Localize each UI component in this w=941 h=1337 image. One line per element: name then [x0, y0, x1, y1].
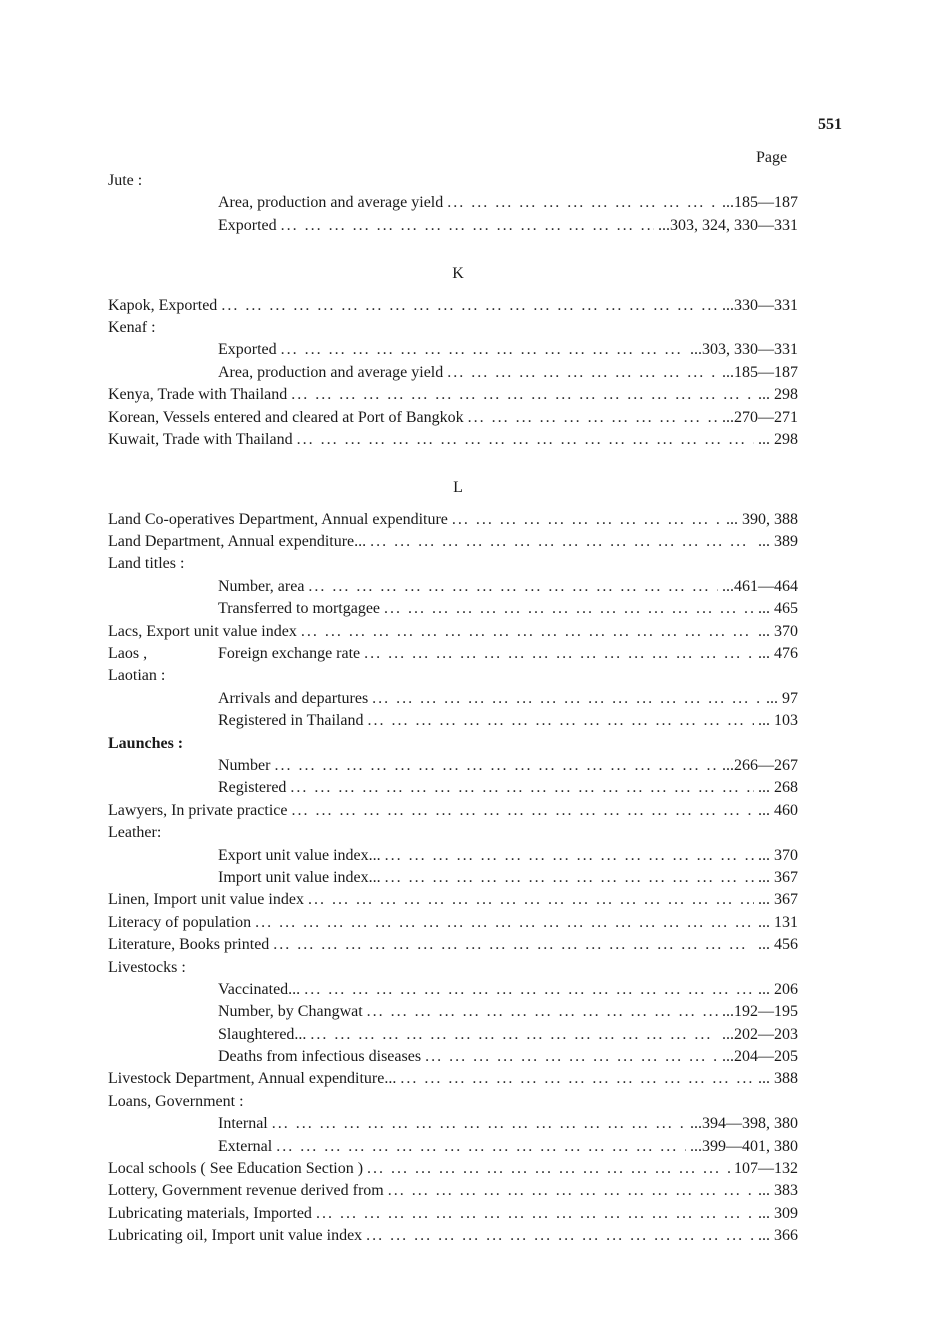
index-entry-jute-exported: Exported ... . ...303, 324, 330—331 — [108, 215, 798, 237]
index-entry-lottery: Lottery, Government revenue derived from ... . ... 383 — [108, 1180, 798, 1202]
index-entry-kenaf-exported: Exported ... . ...303, 330—331 — [108, 339, 798, 361]
index-entry-land-titles-number: Number, area ... . ...461—464 — [108, 576, 798, 598]
page-column-label: Page — [756, 149, 788, 166]
index-entry-jute-area: Area, production and average yield ... . ...185—187 — [108, 192, 798, 214]
index-list — [108, 170, 798, 1248]
index-entry-livestocks-number: Number, by Changwat ... . ...192—195 — [108, 1001, 798, 1023]
index-entry-land-department: Land Department, Annual expenditure... ... . ... 389 — [108, 531, 798, 553]
index-entry-kenya: Kenya, Trade with Thailand ... . ... 298 — [108, 384, 798, 406]
index-heading-launches: Launches : — [108, 734, 184, 752]
index-heading-kenaf: Kenaf : — [108, 318, 156, 336]
index-entry-literature: Literature, Books printed ... . ... 456 — [108, 934, 798, 956]
index-entry-leather-import: Import unit value index... ... . ... 367 — [108, 867, 798, 889]
index-heading-jute: Jute : — [108, 172, 143, 189]
index-entry-lubricating-materials: Lubricating materials, Imported ... . ... 309 — [108, 1203, 798, 1225]
index-entry-laotian-registered: Registered in Thailand ... . ... 103 — [108, 710, 798, 732]
index-entry-linen: Linen, Import unit value index ... . ... 367 — [108, 889, 798, 911]
index-entry-local-schools: Local schools ( See Education Section ) ... . 107—132 — [108, 1158, 798, 1180]
index-entry-livestocks-slaughtered: Slaughtered... ... . ...202—203 — [108, 1024, 798, 1046]
index-heading-laotian: Laotian : — [108, 667, 166, 685]
index-entry-launches-registered: Registered ... . ... 268 — [108, 777, 798, 799]
index-entry-kuwait: Kuwait, Trade with Thailand ... . ... 298 — [108, 429, 798, 451]
index-entry-literacy: Literacy of population ... . ... 131 — [108, 912, 798, 934]
index-heading-leather: Leather: — [108, 824, 162, 842]
index-entry-lubricating-oil: Lubricating oil, Import unit value index ... . ... 366 — [108, 1225, 798, 1247]
index-entry-kapok: Kapok, Exported ... . ...330—331 — [108, 295, 798, 317]
index-heading-livestocks: Livestocks : — [108, 958, 186, 976]
index-heading-land-titles: Land titles : — [108, 555, 185, 573]
index-heading-loans: Loans, Government : — [108, 1092, 244, 1110]
index-entry-lacs: Lacs, Export unit value index ... . ... 370 — [108, 621, 798, 643]
index-entry-livestock-department: Livestock Department, Annual expenditure... ... . ... 388 — [108, 1068, 798, 1090]
index-entry-korean: Korean, Vessels entered and cleared at Port of Bangkok ... . ...270—271 — [108, 407, 798, 429]
index-entry-livestocks-vaccinated: Vaccinated... ... . ... 206 — [108, 979, 798, 1001]
index-entry-land-cooperatives: Land Co-operatives Department, Annual expenditure ... . ... 390, 388 — [108, 509, 798, 531]
page-number: 551 — [818, 116, 842, 133]
index-entry-loans-internal: Internal ... . ...394—398, 380 — [108, 1113, 798, 1135]
index-entry-laotian-arrivals: Arrivals and departures ... . ... 97 — [108, 688, 798, 710]
index-entry-land-titles-transferred: Transferred to mortgagee ... . ... 465 — [108, 598, 798, 620]
index-entry-launches-number: Number ... . ...266—267 — [108, 755, 798, 777]
section-letter-l: L — [453, 479, 463, 497]
index-entry-lawyers: Lawyers, In private practice ... . ... 460 — [108, 800, 798, 822]
section-letter-k: K — [452, 265, 464, 283]
index-entry-livestocks-deaths: Deaths from infectious diseases ... . ...204—205 — [108, 1046, 798, 1068]
index-entry-laos: Laos , Foreign exchange rate ... . ... 476 — [108, 643, 798, 665]
index-entry-kenaf-area: Area, production and average yield ... . ...185—187 — [108, 362, 798, 384]
index-entry-loans-external: External ... . ...399—401, 380 — [108, 1136, 798, 1158]
index-entry-leather-export: Export unit value index... ... . ... 370 — [108, 845, 798, 867]
